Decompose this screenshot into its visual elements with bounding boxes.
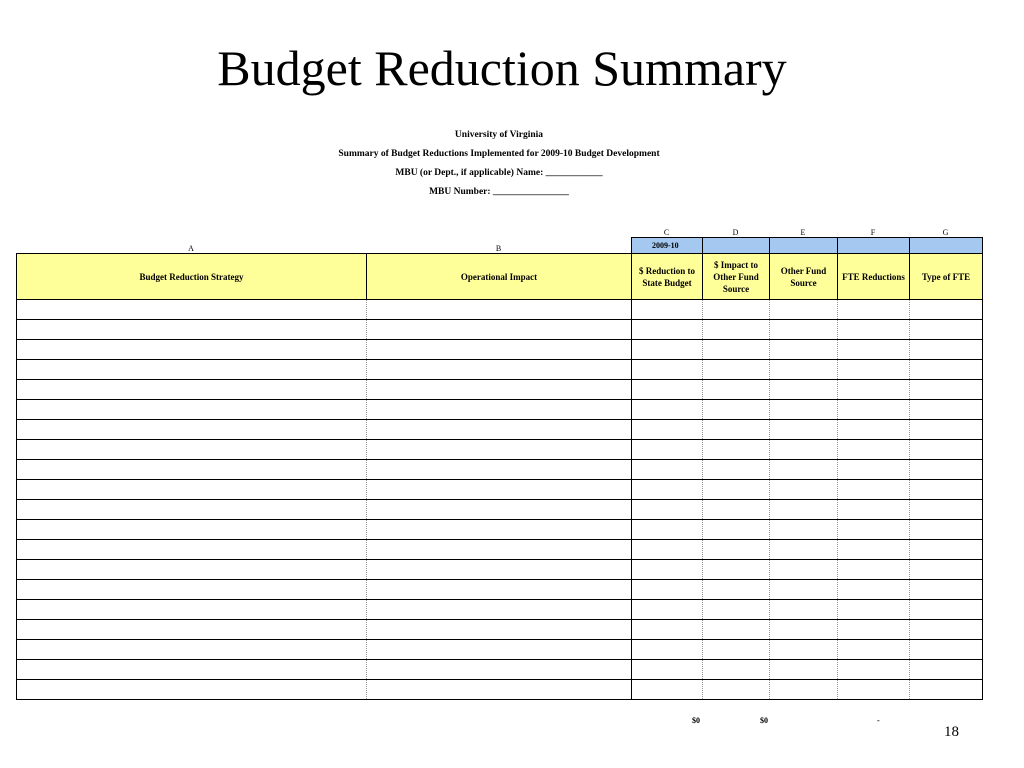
table-cell bbox=[632, 400, 703, 420]
table-cell bbox=[632, 660, 703, 680]
table-cell bbox=[910, 420, 983, 440]
table-cell bbox=[838, 640, 910, 660]
table-cell bbox=[367, 480, 632, 500]
table-cell bbox=[770, 400, 838, 420]
table-cell bbox=[770, 600, 838, 620]
table-row bbox=[17, 500, 983, 520]
table-cell bbox=[17, 420, 367, 440]
column-letter-c: C bbox=[663, 228, 670, 237]
table-cell bbox=[910, 320, 983, 340]
table-cell bbox=[632, 680, 703, 700]
header-row bbox=[17, 254, 983, 300]
table-cell bbox=[838, 360, 910, 380]
table-cell bbox=[703, 680, 770, 700]
table-cell bbox=[632, 620, 703, 640]
table-cell bbox=[17, 680, 367, 700]
sheet-subtitle: Summary of Budget Reductions Implemented for 2009-10 Budget Development bbox=[338, 149, 660, 159]
table-cell bbox=[838, 420, 910, 440]
table-cell bbox=[632, 560, 703, 580]
table-cell bbox=[910, 540, 983, 560]
table-row bbox=[17, 540, 983, 560]
mbu-number-line: MBU Number: ________________ bbox=[429, 187, 569, 197]
table-cell bbox=[703, 620, 770, 640]
total-fte: - bbox=[877, 716, 880, 725]
column-letter-a: A bbox=[188, 244, 194, 253]
table-cell bbox=[632, 580, 703, 600]
table-cell bbox=[703, 520, 770, 540]
table-cell bbox=[910, 440, 983, 460]
table-cell bbox=[17, 640, 367, 660]
table-row bbox=[17, 460, 983, 480]
total-impact-other-fund: $0 bbox=[760, 716, 768, 725]
table-cell bbox=[632, 500, 703, 520]
table-cell bbox=[838, 400, 910, 420]
table-cell bbox=[770, 320, 838, 340]
table-row bbox=[17, 300, 983, 320]
table-row bbox=[17, 620, 983, 640]
table-row bbox=[17, 420, 983, 440]
table-cell bbox=[770, 500, 838, 520]
table-cell bbox=[838, 620, 910, 640]
table-cell bbox=[838, 580, 910, 600]
table-cell bbox=[910, 340, 983, 360]
table-cell bbox=[770, 380, 838, 400]
table-cell bbox=[838, 600, 910, 620]
table-cell bbox=[17, 460, 367, 480]
table-cell bbox=[632, 640, 703, 660]
table-cell bbox=[367, 620, 632, 640]
table-cell bbox=[632, 320, 703, 340]
table-cell bbox=[367, 540, 632, 560]
page-number: 18 bbox=[944, 724, 959, 740]
table-row bbox=[17, 380, 983, 400]
table-row bbox=[17, 580, 983, 600]
header-type-of-fte: Type of FTE bbox=[910, 254, 983, 300]
table-cell bbox=[703, 640, 770, 660]
table-cell bbox=[632, 380, 703, 400]
table-cell bbox=[703, 480, 770, 500]
table-cell bbox=[17, 620, 367, 640]
table-cell bbox=[910, 580, 983, 600]
table-cell bbox=[367, 500, 632, 520]
header-other-fund-source: Other Fund Source bbox=[770, 254, 838, 300]
table-cell bbox=[770, 300, 838, 320]
table-cell bbox=[910, 500, 983, 520]
institution-heading: University of Virginia bbox=[454, 130, 544, 140]
table-cell bbox=[910, 680, 983, 700]
table-cell bbox=[367, 600, 632, 620]
column-letter-f: F bbox=[870, 228, 876, 237]
table-cell bbox=[838, 320, 910, 340]
table-cell bbox=[17, 440, 367, 460]
year-row bbox=[17, 238, 983, 254]
budget-reduction-table bbox=[16, 237, 983, 700]
table-cell bbox=[703, 660, 770, 680]
table-cell bbox=[838, 460, 910, 480]
table-cell bbox=[910, 400, 983, 420]
table-cell bbox=[910, 660, 983, 680]
table-cell bbox=[367, 360, 632, 380]
table-cell bbox=[910, 600, 983, 620]
table-cell bbox=[770, 520, 838, 540]
table-cell bbox=[770, 420, 838, 440]
table-cell bbox=[703, 300, 770, 320]
table-cell bbox=[703, 380, 770, 400]
table-cell bbox=[367, 320, 632, 340]
table-cell bbox=[770, 680, 838, 700]
table-cell bbox=[367, 520, 632, 540]
table-cell bbox=[770, 620, 838, 640]
table-cell bbox=[367, 440, 632, 460]
table-cell bbox=[770, 540, 838, 560]
table-cell bbox=[910, 520, 983, 540]
table-cell bbox=[632, 520, 703, 540]
header-operational-impact: Operational Impact bbox=[367, 254, 632, 300]
table-cell bbox=[838, 300, 910, 320]
table-cell bbox=[838, 480, 910, 500]
table-cell bbox=[632, 420, 703, 440]
table-cell bbox=[838, 500, 910, 520]
table-cell bbox=[910, 360, 983, 380]
table-cell bbox=[17, 340, 367, 360]
table-cell bbox=[910, 640, 983, 660]
table-cell bbox=[632, 440, 703, 460]
table-row bbox=[17, 320, 983, 340]
column-letter-g: G bbox=[942, 228, 949, 237]
table-cell bbox=[910, 460, 983, 480]
table-cell bbox=[17, 580, 367, 600]
table-cell bbox=[910, 480, 983, 500]
table-cell bbox=[910, 380, 983, 400]
table-row bbox=[17, 640, 983, 660]
table-cell bbox=[632, 460, 703, 480]
mbu-name-line: MBU (or Dept., if applicable) Name: ____________ bbox=[395, 168, 603, 178]
table-cell bbox=[838, 380, 910, 400]
table-cell bbox=[367, 300, 632, 320]
table-cell bbox=[17, 360, 367, 380]
table-cell bbox=[17, 300, 367, 320]
table-row bbox=[17, 680, 983, 700]
table-cell bbox=[770, 360, 838, 380]
table-cell bbox=[703, 460, 770, 480]
table-row bbox=[17, 440, 983, 460]
table-row bbox=[17, 360, 983, 380]
table-cell bbox=[703, 580, 770, 600]
table-cell bbox=[703, 360, 770, 380]
table-cell bbox=[367, 400, 632, 420]
table-cell bbox=[367, 460, 632, 480]
table-cell bbox=[367, 340, 632, 360]
table-cell bbox=[838, 520, 910, 540]
table-cell bbox=[703, 560, 770, 580]
table-cell bbox=[703, 500, 770, 520]
table-cell bbox=[703, 600, 770, 620]
table-cell bbox=[838, 540, 910, 560]
table-cell bbox=[17, 380, 367, 400]
column-letter-e: E bbox=[800, 228, 806, 237]
table-cell bbox=[17, 520, 367, 540]
table-cell bbox=[703, 320, 770, 340]
table-cell bbox=[838, 340, 910, 360]
table-cell bbox=[367, 640, 632, 660]
table-row bbox=[17, 340, 983, 360]
table-cell bbox=[632, 340, 703, 360]
table-cell bbox=[367, 380, 632, 400]
table-cell bbox=[367, 660, 632, 680]
table-cell bbox=[770, 560, 838, 580]
table-cell bbox=[632, 480, 703, 500]
table-cell bbox=[632, 300, 703, 320]
table-cell bbox=[838, 660, 910, 680]
header-strategy: Budget Reduction Strategy bbox=[17, 254, 367, 300]
table-cell bbox=[632, 600, 703, 620]
table-cell bbox=[17, 600, 367, 620]
column-letter-b: B bbox=[495, 244, 502, 253]
table-row bbox=[17, 400, 983, 420]
table-cell bbox=[910, 560, 983, 580]
table-cell bbox=[770, 440, 838, 460]
table-cell bbox=[367, 680, 632, 700]
table-cell bbox=[910, 620, 983, 640]
table-cell bbox=[770, 460, 838, 480]
table-row bbox=[17, 600, 983, 620]
table-row bbox=[17, 480, 983, 500]
table-cell bbox=[910, 300, 983, 320]
table-row bbox=[17, 560, 983, 580]
table-cell bbox=[367, 580, 632, 600]
table-cell bbox=[17, 540, 367, 560]
table-row bbox=[17, 660, 983, 680]
table-cell bbox=[770, 640, 838, 660]
table-cell bbox=[703, 340, 770, 360]
table-cell bbox=[367, 420, 632, 440]
table-cell bbox=[838, 440, 910, 460]
table-cell bbox=[703, 420, 770, 440]
header-reduction-state-budget: $ Reduction to State Budget bbox=[632, 254, 703, 300]
table-cell bbox=[367, 560, 632, 580]
slide-title: Budget Reduction Summary bbox=[217, 40, 787, 96]
table-cell bbox=[770, 660, 838, 680]
table-cell bbox=[17, 500, 367, 520]
table-cell bbox=[838, 680, 910, 700]
year-label: 2009-10 bbox=[632, 238, 703, 254]
table-cell bbox=[703, 440, 770, 460]
table-row bbox=[17, 520, 983, 540]
table-cell bbox=[17, 320, 367, 340]
table-cell bbox=[770, 480, 838, 500]
header-fte-reductions: FTE Reductions bbox=[838, 254, 910, 300]
table-cell bbox=[17, 400, 367, 420]
column-letter-d: D bbox=[732, 228, 739, 237]
table-cell bbox=[770, 580, 838, 600]
table-cell bbox=[703, 540, 770, 560]
table-cell bbox=[17, 660, 367, 680]
table-cell bbox=[632, 540, 703, 560]
table-cell bbox=[17, 560, 367, 580]
table-cell bbox=[17, 480, 367, 500]
header-impact-other-fund: $ Impact to Other Fund Source bbox=[703, 254, 770, 300]
table-cell bbox=[838, 560, 910, 580]
table-body bbox=[17, 300, 983, 700]
total-reduction: $0 bbox=[692, 716, 700, 725]
table-cell bbox=[703, 400, 770, 420]
table-cell bbox=[770, 340, 838, 360]
table-cell bbox=[632, 360, 703, 380]
